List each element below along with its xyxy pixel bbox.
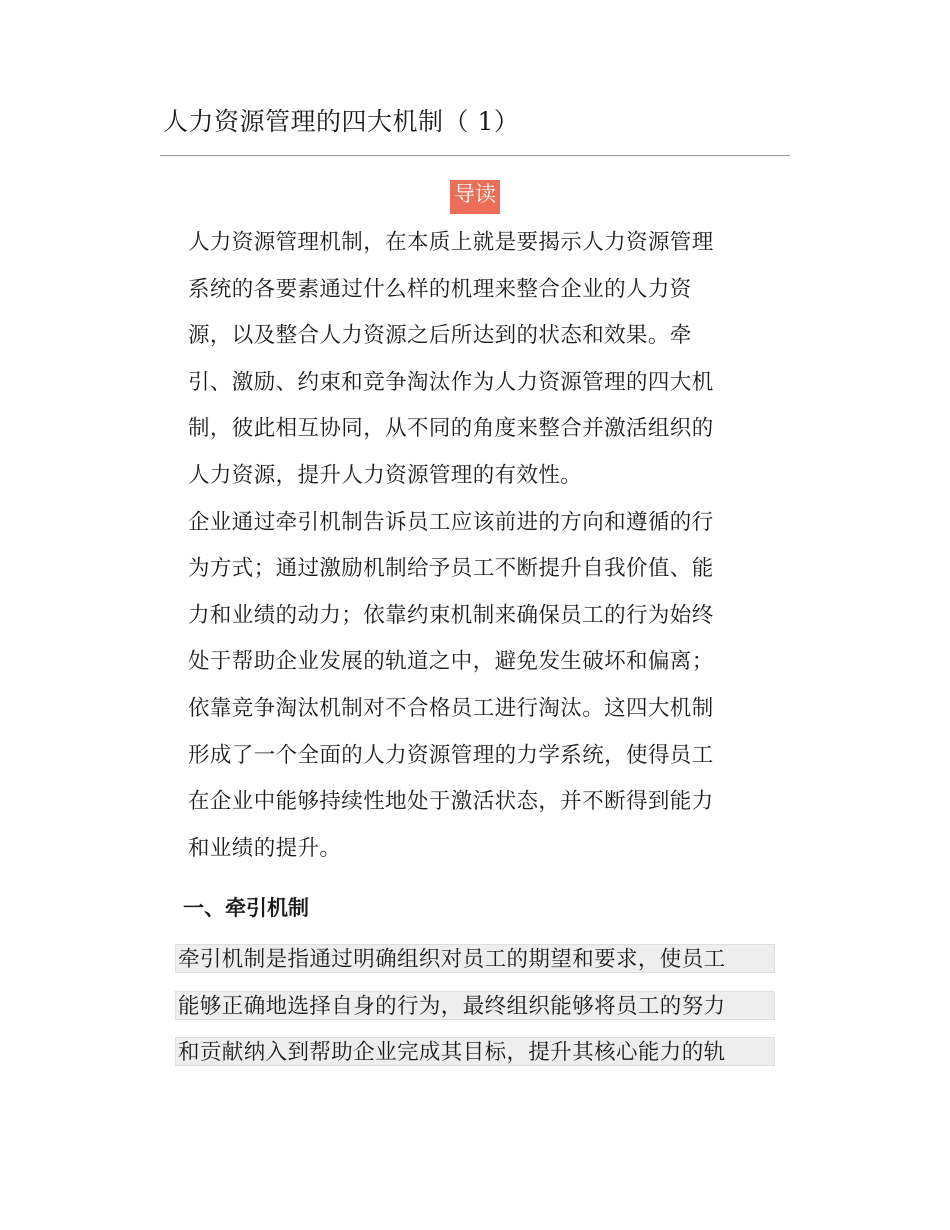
intro-line: 形成了一个全面的人力资源管理的力学系统，使得员工 [188,742,714,768]
intro-line: 在企业中能够持续性地处于激活状态，并不断得到能力 [188,789,714,815]
title-divider [160,155,790,156]
highlighted-line: 和贡献纳入到帮助企业完成其目标，提升其核心能力的轨 [175,1037,775,1066]
intro-line: 处于帮助企业发展的轨道之中，避免发生破坏和偏离； [188,649,714,675]
highlighted-paragraph [175,944,775,1084]
intro-line: 和业绩的提升。 [188,835,342,861]
intro-line: 人力资源，提升人力资源管理的有效性。 [188,462,583,488]
highlighted-line: 牵引机制是指通过明确组织对员工的期望和要求，使员工 [175,944,775,973]
intro-line: 企业通过牵引机制告诉员工应该前进的方向和遵循的行 [188,509,714,535]
document-title: 人力资源管理的四大机制（ 1） [163,107,520,136]
intro-line: 系统的各要素通过什么样的机理来整合企业的人力资 [188,276,692,302]
section-heading: 一、牵引机制 [183,896,309,920]
intro-line: 为方式；通过激励机制给予员工不断提升自我价值、能 [188,556,714,582]
intro-paragraph [188,220,758,872]
intro-line: 人力资源管理机制，在本质上就是要揭示人力资源管理 [188,230,714,255]
highlighted-line: 能够正确地选择自身的行为，最终组织能够将员工的努力 [175,991,775,1020]
intro-line: 力和业绩的动力；依靠约束机制来确保员工的行为始终 [188,602,714,628]
intro-line: 制，彼此相互协同，从不同的角度来整合并激活组织的 [188,416,714,442]
intro-line: 引、激励、约束和竞争淘汰作为人力资源管理的四大机 [188,369,714,395]
intro-line: 源，以及整合人力资源之后所达到的状态和效果。牵 [188,323,692,349]
guide-badge: 导读 [450,180,500,214]
intro-line: 依靠竞争淘汰机制对不合格员工进行淘汰。这四大机制 [188,695,714,721]
